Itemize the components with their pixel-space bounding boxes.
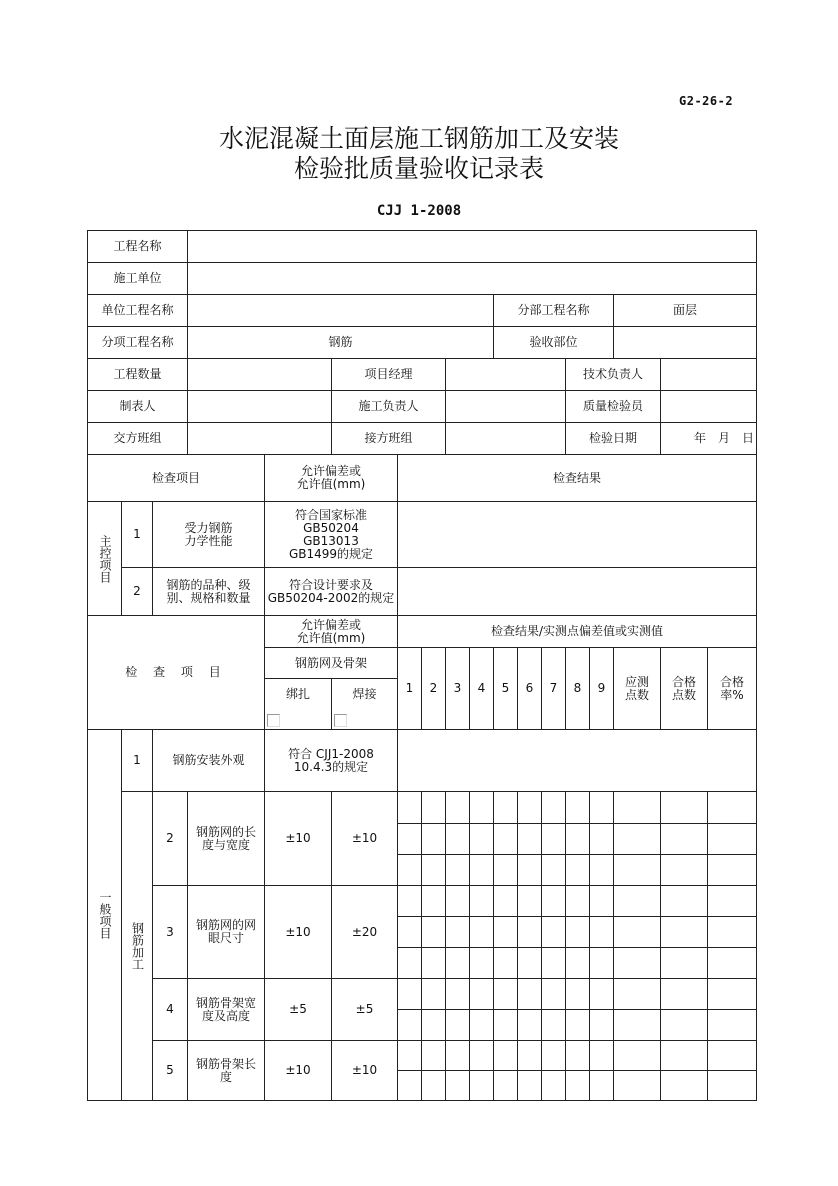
- main-control-group-label-text: 主控项目: [98, 534, 112, 583]
- general-row-item: [187, 1040, 265, 1101]
- measure-point-cell[interactable]: [397, 1009, 422, 1041]
- qualified-points-cell[interactable]: [660, 885, 708, 917]
- measure-point-cell[interactable]: [517, 854, 542, 886]
- standard-code: CJJ 1-2008: [376, 203, 462, 219]
- general-row-no-text: 5: [166, 1063, 174, 1077]
- measure-point-cell[interactable]: [397, 791, 422, 824]
- label-subitem-text: 分项工程名称: [101, 335, 174, 349]
- general-row-item-text: 钢筋网的网 眼尺寸: [195, 918, 256, 945]
- measure-point-cell[interactable]: [421, 791, 446, 824]
- general-row-item: [152, 729, 265, 792]
- label-date: [565, 422, 661, 455]
- general-group-label-text: 一般项目: [98, 891, 112, 939]
- main-header-result: [397, 454, 757, 502]
- general-row-no-text: 3: [166, 924, 174, 939]
- measure-point-cell[interactable]: [493, 978, 518, 1010]
- qualified-points-cell[interactable]: [660, 1040, 708, 1071]
- label-inspector: [565, 390, 661, 423]
- should-measure-cell[interactable]: [613, 1070, 661, 1101]
- main-row-no-text: 1: [133, 527, 141, 541]
- main-header-item-text: 检查项目: [151, 470, 200, 485]
- measure-point-cell[interactable]: [517, 978, 542, 1010]
- general-header-mesh-text: 钢筋网及骨架: [294, 655, 367, 670]
- measure-point-cell[interactable]: [517, 1070, 542, 1101]
- header-qualified-rate: [707, 647, 757, 730]
- field-receiving-team[interactable]: [445, 422, 566, 455]
- general-header-tie: [264, 678, 332, 730]
- general-row-item: [187, 791, 265, 886]
- header-should-measure: [613, 647, 661, 730]
- measure-point-cell[interactable]: [493, 947, 518, 979]
- field-site-lead[interactable]: [445, 390, 566, 423]
- main-row-no-text: 2: [133, 584, 141, 598]
- point-header-2-text: 2: [429, 681, 438, 695]
- general-row-tie-tolerance: [264, 978, 332, 1041]
- qualified-rate-cell[interactable]: [707, 978, 757, 1010]
- field-quantity[interactable]: [187, 358, 332, 391]
- field-subitem[interactable]: [187, 326, 494, 359]
- point-header-3-text: 3: [453, 681, 462, 695]
- point-header-6-text: 6: [525, 681, 534, 695]
- general-row-no-text: 2: [166, 831, 174, 845]
- main-row-requirement-text: 符合国家标准 GB50204 GB13013 GB1499的规定: [288, 507, 374, 561]
- header-should-measure-text: 应测 点数: [624, 674, 649, 702]
- measure-point-cell[interactable]: [541, 947, 566, 979]
- measure-point-cell[interactable]: [445, 1070, 470, 1101]
- general-row-item-text: 钢筋骨架宽 度及高度: [195, 995, 256, 1023]
- measure-point-cell[interactable]: [565, 978, 590, 1010]
- general-header-weld-text: 焊接: [352, 687, 377, 701]
- label-unit-project: [87, 294, 188, 327]
- measure-point-cell[interactable]: [445, 1009, 470, 1041]
- main-row-item-text: 钢筋的品种、级 别、规格和数量: [166, 577, 251, 605]
- measure-point-cell[interactable]: [469, 854, 494, 886]
- measure-point-cell[interactable]: [445, 854, 470, 886]
- measure-point-cell[interactable]: [445, 916, 470, 948]
- general-header-tie-text: 绑扎: [285, 687, 310, 701]
- measure-point-cell[interactable]: [517, 885, 542, 917]
- general-group-label: [87, 729, 122, 1101]
- main-row-no: [121, 501, 153, 568]
- label-tech-lead: [565, 358, 661, 391]
- label-quantity-text: 工程数量: [113, 367, 162, 381]
- measure-point-cell[interactable]: [517, 947, 542, 979]
- main-header-result-text: 检查结果: [552, 470, 601, 485]
- should-measure-cell[interactable]: [613, 823, 661, 855]
- measure-point-cell[interactable]: [565, 885, 590, 917]
- measure-point-cell[interactable]: [445, 791, 470, 824]
- point-header-4: [469, 647, 494, 730]
- measure-point-cell[interactable]: [565, 916, 590, 948]
- field-date-text: 年 月 日: [693, 431, 754, 445]
- field-tech-lead[interactable]: [660, 358, 757, 391]
- header-qualified-points: [660, 647, 708, 730]
- label-tech-lead-text: 技术负责人: [582, 367, 643, 381]
- general-header-item: [87, 615, 265, 730]
- point-header-5: [493, 647, 518, 730]
- point-header-1: [397, 647, 422, 730]
- measure-point-cell[interactable]: [541, 791, 566, 824]
- measure-point-cell[interactable]: [397, 947, 422, 979]
- measure-point-cell[interactable]: [493, 1009, 518, 1041]
- main-header-item: [87, 454, 265, 502]
- label-subitem: [87, 326, 188, 359]
- general-row-tie-tolerance: [264, 791, 332, 886]
- general-row-no-text: 4: [166, 1002, 174, 1016]
- general-row-no: [121, 729, 153, 792]
- label-site-lead: [331, 390, 446, 423]
- label-unit-project-text: 单位工程名称: [101, 303, 174, 317]
- label-pm-text: 项目经理: [364, 367, 413, 381]
- label-site-lead-text: 施工负责人: [358, 399, 419, 413]
- point-header-8: [565, 647, 590, 730]
- should-measure-cell[interactable]: [613, 791, 661, 824]
- measure-point-cell[interactable]: [397, 1040, 422, 1071]
- measure-point-cell[interactable]: [469, 823, 494, 855]
- general-header-result: [397, 615, 757, 648]
- measure-point-cell[interactable]: [541, 885, 566, 917]
- label-handover-team-text: 交方班组: [113, 431, 162, 445]
- field-acceptance-part[interactable]: [613, 326, 757, 359]
- label-project-name: [87, 230, 188, 263]
- label-receiving-team: [331, 422, 446, 455]
- main-control-group-label: [87, 501, 122, 616]
- measure-point-cell[interactable]: [493, 1070, 518, 1101]
- general-row-requirement-text: 符合 CJJ1-2008 10.4.3的规定: [288, 746, 374, 774]
- label-preparer-text: 制表人: [119, 399, 156, 413]
- measure-point-cell[interactable]: [493, 916, 518, 948]
- measure-point-cell[interactable]: [421, 916, 446, 948]
- measure-point-cell[interactable]: [397, 978, 422, 1010]
- qualified-rate-cell[interactable]: [707, 791, 757, 824]
- general-header-weld: [331, 678, 398, 730]
- measure-point-cell[interactable]: [589, 978, 614, 1010]
- qualified-rate-cell[interactable]: [707, 1040, 757, 1071]
- general-row-tie-tolerance-text: ±5: [289, 1002, 307, 1016]
- measure-point-cell[interactable]: [517, 916, 542, 948]
- point-header-4-text: 4: [477, 681, 486, 695]
- field-project-name[interactable]: [187, 230, 757, 263]
- page-title-line2: 检验批质量验收记录表: [293, 154, 544, 183]
- measure-point-cell[interactable]: [517, 791, 542, 824]
- measure-point-cell[interactable]: [565, 854, 590, 886]
- form-code: G2-26-2: [679, 94, 734, 108]
- measure-point-cell[interactable]: [565, 1040, 590, 1071]
- measure-point-cell[interactable]: [565, 1009, 590, 1041]
- label-quantity: [87, 358, 188, 391]
- measure-point-cell[interactable]: [541, 823, 566, 855]
- qualified-rate-cell[interactable]: [707, 1009, 757, 1041]
- measure-point-cell[interactable]: [565, 947, 590, 979]
- header-qualified-rate-text: 合格 率%: [719, 674, 744, 702]
- main-row-no: [121, 567, 153, 616]
- measure-point-cell[interactable]: [589, 916, 614, 948]
- measure-point-cell[interactable]: [541, 916, 566, 948]
- measure-point-cell[interactable]: [589, 1040, 614, 1071]
- qualified-rate-cell[interactable]: [707, 823, 757, 855]
- measure-point-cell[interactable]: [589, 947, 614, 979]
- label-acceptance-part: [493, 326, 614, 359]
- field-subitem-text: 钢筋: [328, 335, 353, 349]
- measure-point-cell[interactable]: [397, 916, 422, 948]
- measure-point-cell[interactable]: [397, 1070, 422, 1101]
- qualified-points-cell[interactable]: [660, 1009, 708, 1041]
- measure-point-cell[interactable]: [469, 791, 494, 824]
- label-project-name-text: 工程名称: [113, 239, 162, 253]
- general-row-tie-tolerance-text: ±10: [285, 1063, 311, 1077]
- qualified-points-cell[interactable]: [660, 916, 708, 948]
- label-receiving-team-text: 接方班组: [364, 431, 413, 445]
- measure-point-cell[interactable]: [469, 1070, 494, 1101]
- measure-point-cell[interactable]: [493, 1040, 518, 1071]
- point-header-3: [445, 647, 470, 730]
- general-header-mesh: [264, 647, 398, 679]
- point-header-9: [589, 647, 614, 730]
- general-subgroup-label-text: 钢筋加工: [130, 922, 145, 970]
- general-subgroup-label: [121, 791, 153, 1101]
- should-measure-cell[interactable]: [613, 916, 661, 948]
- point-header-7-text: 7: [549, 681, 558, 695]
- general-row-item: [187, 978, 265, 1041]
- qualified-rate-cell[interactable]: [707, 854, 757, 886]
- measure-point-cell[interactable]: [397, 854, 422, 886]
- general-row-item-text: 钢筋骨架长 度: [195, 1056, 256, 1084]
- qualified-rate-cell[interactable]: [707, 916, 757, 948]
- field-date[interactable]: [660, 422, 757, 455]
- general-row-no: [152, 885, 188, 979]
- measure-point-cell[interactable]: [565, 823, 590, 855]
- qualified-rate-cell[interactable]: [707, 885, 757, 917]
- field-pm[interactable]: [445, 358, 566, 391]
- label-construction-unit: [87, 262, 188, 295]
- general-row-weld-tolerance: [331, 885, 398, 979]
- general-row-tie-tolerance-text: ±10: [285, 831, 311, 845]
- measure-point-cell[interactable]: [421, 823, 446, 855]
- general-row-no: [152, 1040, 188, 1101]
- measure-point-cell[interactable]: [469, 947, 494, 979]
- main-row-requirement: [264, 501, 398, 568]
- measure-point-cell[interactable]: [541, 1040, 566, 1071]
- measure-point-cell[interactable]: [445, 885, 470, 917]
- point-header-7: [541, 647, 566, 730]
- should-measure-cell[interactable]: [613, 854, 661, 886]
- qualified-points-cell[interactable]: [660, 854, 708, 886]
- qualified-points-cell[interactable]: [660, 823, 708, 855]
- label-inspector-text: 质量检验员: [582, 399, 643, 413]
- measure-point-cell[interactable]: [421, 854, 446, 886]
- general-row-weld-tolerance: [331, 791, 398, 886]
- point-header-6: [517, 647, 542, 730]
- measure-point-cell[interactable]: [517, 1009, 542, 1041]
- should-measure-cell[interactable]: [613, 885, 661, 917]
- page-title-line1: 水泥混凝土面层施工钢筋加工及安装: [218, 124, 619, 153]
- qualified-rate-cell[interactable]: [707, 1070, 757, 1101]
- point-header-9-text: 9: [597, 681, 606, 695]
- general-row-requirement: [264, 729, 398, 792]
- measure-point-cell[interactable]: [421, 947, 446, 979]
- general-row-item: [187, 885, 265, 979]
- measure-point-cell[interactable]: [541, 978, 566, 1010]
- point-header-5-text: 5: [501, 681, 510, 695]
- measure-point-cell[interactable]: [469, 1009, 494, 1041]
- general-row-item-text: 钢筋安装外观: [172, 753, 245, 767]
- general-row-no: [152, 791, 188, 886]
- measure-point-cell[interactable]: [397, 885, 422, 917]
- measure-point-cell[interactable]: [589, 823, 614, 855]
- general-row-result[interactable]: [397, 729, 757, 792]
- general-row-no-text: 1: [133, 753, 141, 767]
- weld-checkbox[interactable]: [334, 714, 347, 727]
- point-header-8-text: 8: [573, 681, 582, 695]
- label-construction-unit-text: 施工单位: [113, 271, 162, 285]
- qualified-points-cell[interactable]: [660, 978, 708, 1010]
- general-header-result-text: 检查结果/实测点偏差值或实测值: [490, 624, 664, 638]
- qualified-points-cell[interactable]: [660, 947, 708, 979]
- main-row-item: [152, 567, 265, 616]
- measure-point-cell[interactable]: [589, 885, 614, 917]
- main-row-requirement-text: 符合设计要求及 GB50204-2002的规定: [267, 577, 395, 605]
- measure-point-cell[interactable]: [589, 1009, 614, 1041]
- field-division-text: 面层: [672, 303, 697, 317]
- main-row-requirement: [264, 567, 398, 616]
- measure-point-cell[interactable]: [421, 1009, 446, 1041]
- general-row-tie-tolerance-text: ±10: [285, 924, 311, 939]
- measure-point-cell[interactable]: [589, 854, 614, 886]
- main-row-item: [152, 501, 265, 568]
- label-division: [493, 294, 614, 327]
- measure-point-cell[interactable]: [421, 978, 446, 1010]
- measure-point-cell[interactable]: [493, 791, 518, 824]
- general-row-weld-tolerance-text: ±20: [351, 924, 378, 939]
- main-header-tolerance-text: 允许偏差或 允许值(mm): [296, 464, 366, 491]
- general-row-weld-tolerance-text: ±10: [351, 1063, 378, 1077]
- measure-point-cell[interactable]: [445, 947, 470, 979]
- general-row-weld-tolerance-text: ±10: [351, 831, 378, 845]
- field-inspector[interactable]: [660, 390, 757, 423]
- general-row-weld-tolerance: [331, 1040, 398, 1101]
- measure-point-cell[interactable]: [541, 854, 566, 886]
- header-qualified-points-text: 合格 点数: [671, 674, 696, 702]
- main-row-item-text: 受力钢筋 力学性能: [184, 520, 233, 548]
- measure-point-cell[interactable]: [589, 1070, 614, 1101]
- should-measure-cell[interactable]: [613, 1009, 661, 1041]
- measure-point-cell[interactable]: [421, 885, 446, 917]
- measure-point-cell[interactable]: [517, 1040, 542, 1071]
- general-header-tolerance: [264, 615, 398, 648]
- label-preparer: [87, 390, 188, 423]
- main-row-result[interactable]: [397, 501, 757, 568]
- general-row-weld-tolerance: [331, 978, 398, 1041]
- measure-point-cell[interactable]: [589, 791, 614, 824]
- point-header-2: [421, 647, 446, 730]
- measure-point-cell[interactable]: [565, 791, 590, 824]
- general-row-weld-tolerance-text: ±5: [355, 1002, 374, 1016]
- field-unit-project[interactable]: [187, 294, 494, 327]
- general-header-tolerance-text: 允许偏差或 允许值(mm): [296, 617, 366, 645]
- measure-point-cell[interactable]: [517, 823, 542, 855]
- point-header-1-text: 1: [405, 681, 414, 695]
- general-header-item-text: 检 查 项 目: [125, 665, 227, 679]
- field-division[interactable]: [613, 294, 757, 327]
- main-row-result[interactable]: [397, 567, 757, 616]
- measure-point-cell[interactable]: [541, 1070, 566, 1101]
- qualified-rate-cell[interactable]: [707, 947, 757, 979]
- label-pm: [331, 358, 446, 391]
- main-header-tolerance: [264, 454, 398, 502]
- measure-point-cell[interactable]: [469, 916, 494, 948]
- measure-point-cell[interactable]: [541, 1009, 566, 1041]
- should-measure-cell[interactable]: [613, 1040, 661, 1071]
- general-row-item-text: 钢筋网的长 度与宽度: [195, 824, 256, 852]
- measure-point-cell[interactable]: [397, 823, 422, 855]
- measure-point-cell[interactable]: [565, 1070, 590, 1101]
- measure-point-cell[interactable]: [469, 885, 494, 917]
- qualified-points-cell[interactable]: [660, 1070, 708, 1101]
- measure-point-cell[interactable]: [493, 823, 518, 855]
- field-preparer[interactable]: [187, 390, 332, 423]
- qualified-points-cell[interactable]: [660, 791, 708, 824]
- label-handover-team: [87, 422, 188, 455]
- label-date-text: 检验日期: [588, 431, 637, 445]
- measure-point-cell[interactable]: [421, 1070, 446, 1101]
- measure-point-cell[interactable]: [421, 1040, 446, 1071]
- general-row-tie-tolerance: [264, 885, 332, 979]
- measure-point-cell[interactable]: [469, 1040, 494, 1071]
- measure-point-cell[interactable]: [445, 978, 470, 1010]
- measure-point-cell[interactable]: [493, 854, 518, 886]
- label-division-text: 分部工程名称: [517, 303, 590, 317]
- field-construction-unit[interactable]: [187, 262, 757, 295]
- measure-point-cell[interactable]: [469, 978, 494, 1010]
- should-measure-cell[interactable]: [613, 978, 661, 1010]
- measure-point-cell[interactable]: [445, 1040, 470, 1071]
- should-measure-cell[interactable]: [613, 947, 661, 979]
- label-acceptance-part-text: 验收部位: [529, 335, 578, 349]
- field-handover-team[interactable]: [187, 422, 332, 455]
- measure-point-cell[interactable]: [493, 885, 518, 917]
- general-row-tie-tolerance: [264, 1040, 332, 1101]
- tie-checkbox[interactable]: [267, 714, 280, 727]
- general-row-no: [152, 978, 188, 1041]
- measure-point-cell[interactable]: [445, 823, 470, 855]
